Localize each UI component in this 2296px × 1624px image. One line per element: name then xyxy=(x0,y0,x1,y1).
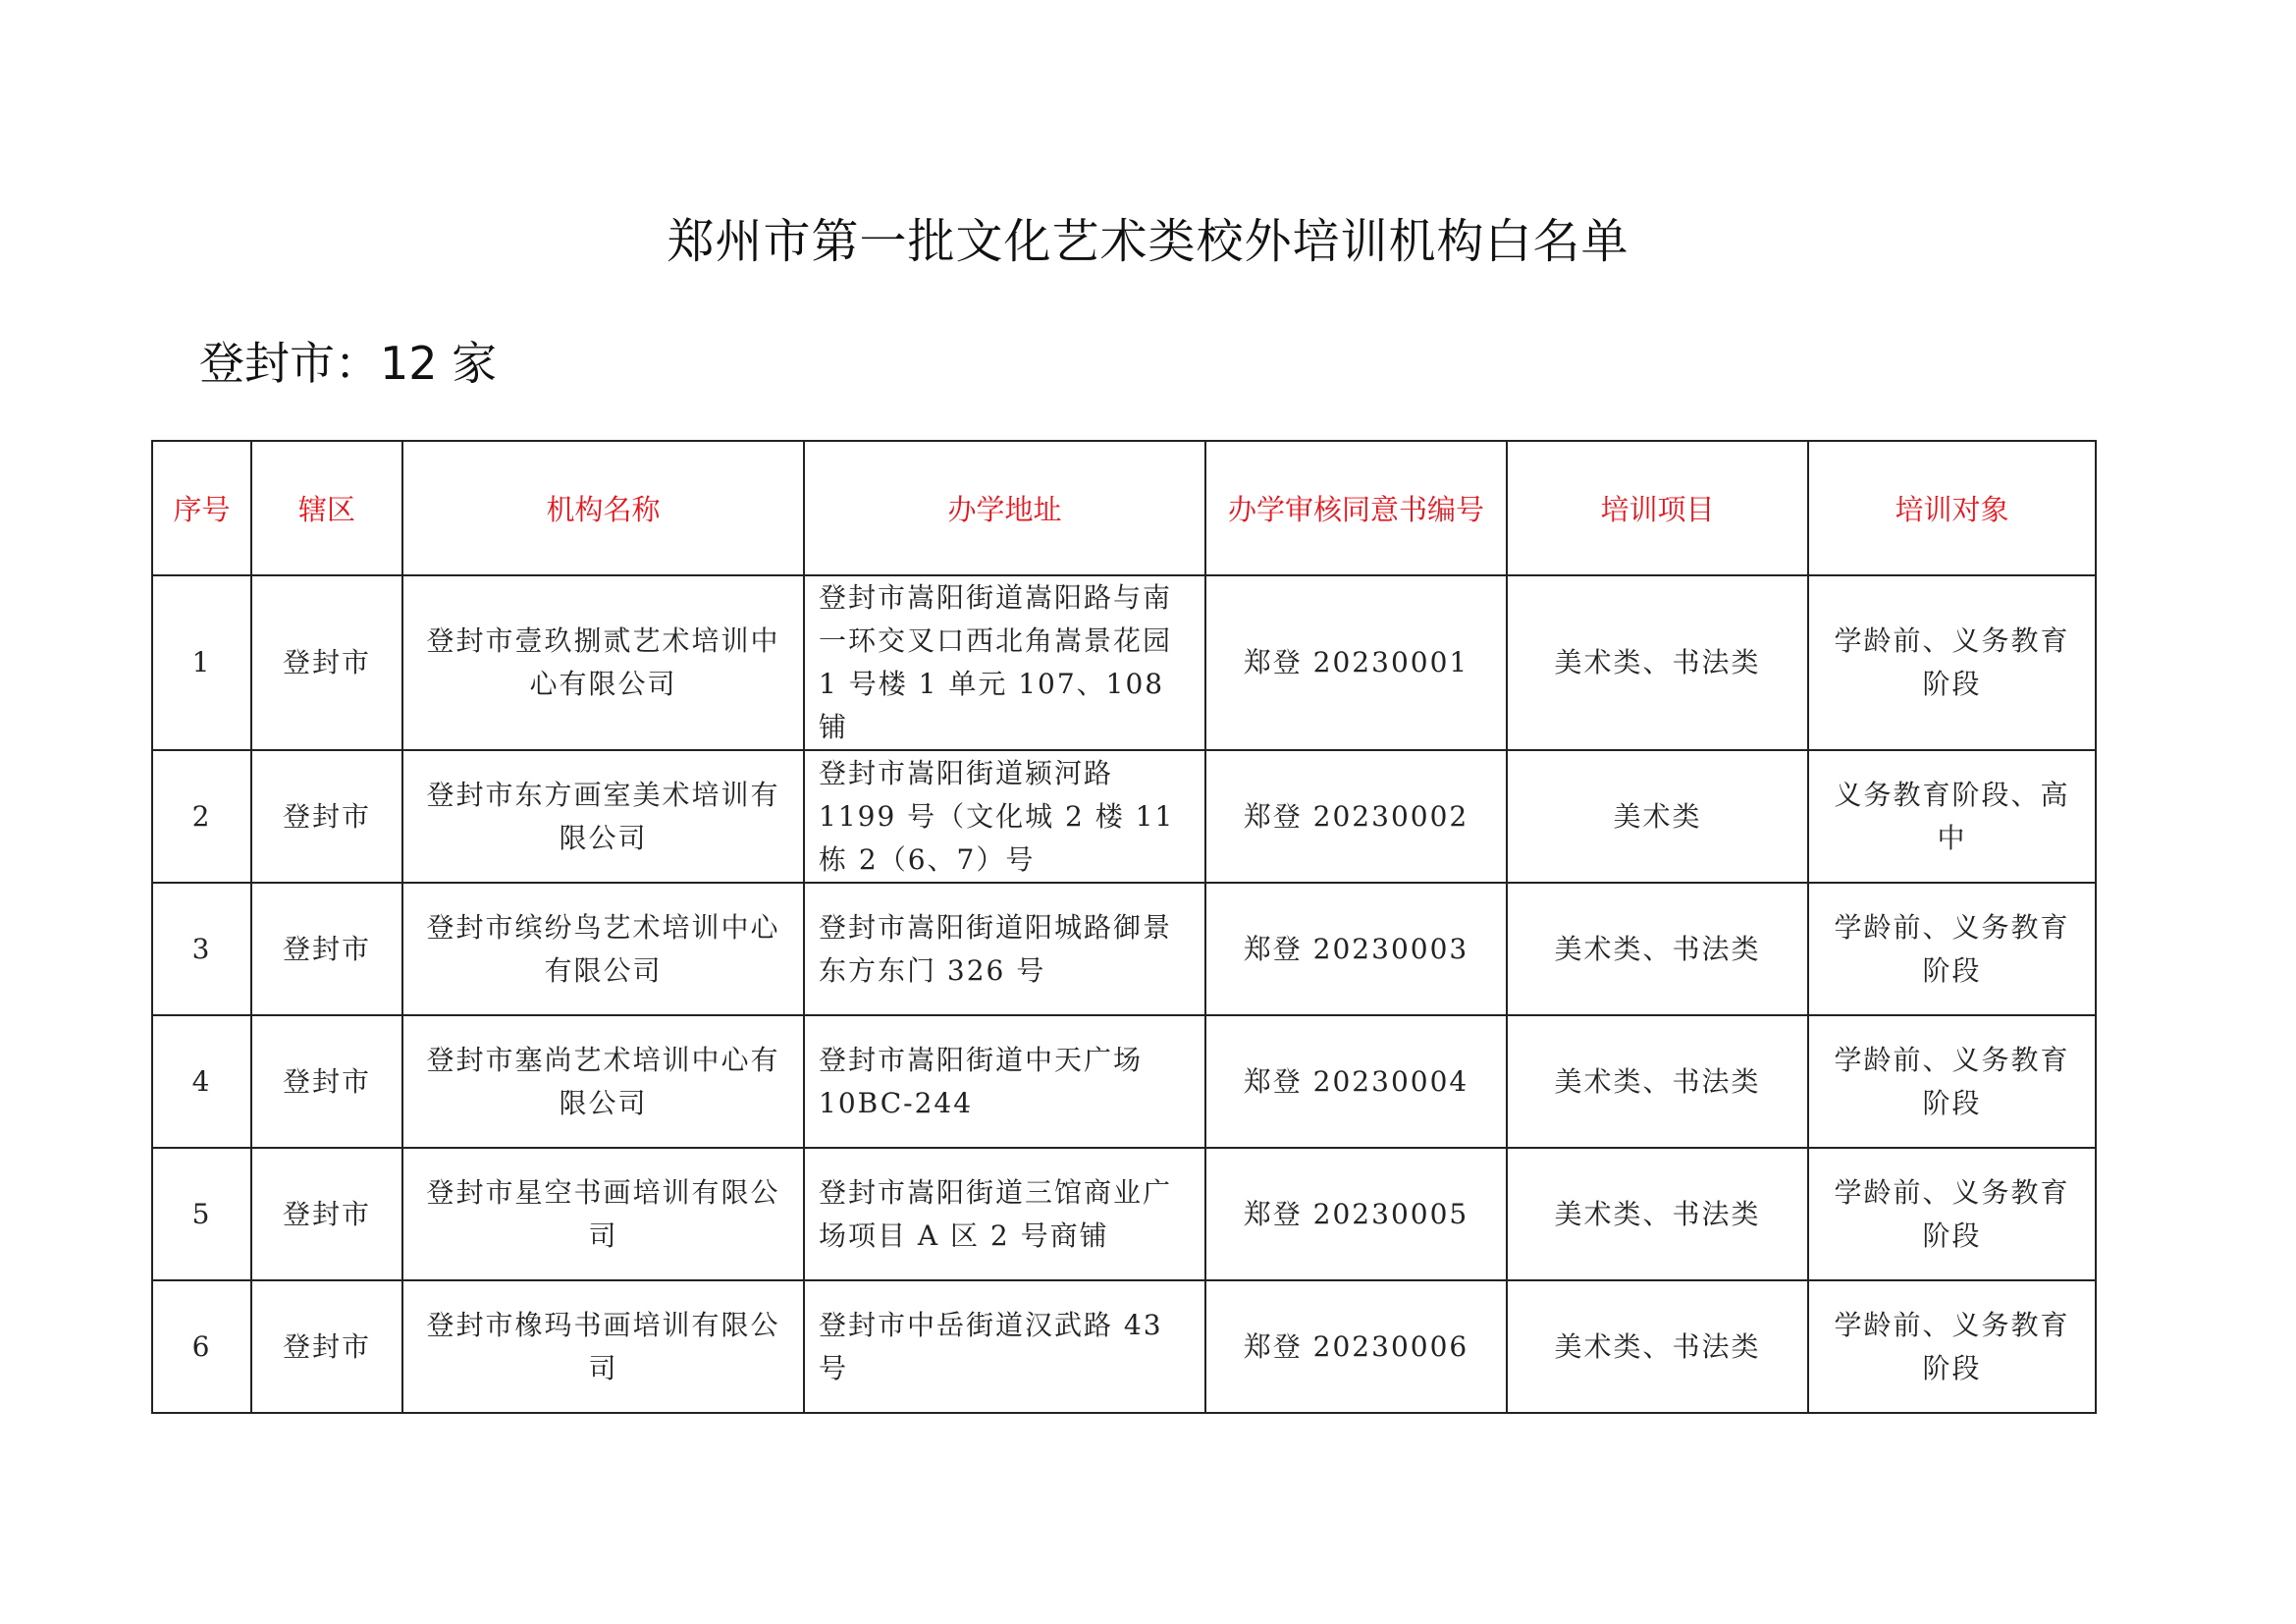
cell-training-program: 美术类、书法类 xyxy=(1507,1280,1808,1413)
cell-institution-name: 登封市东方画室美术培训有限公司 xyxy=(402,750,804,883)
cell-institution-name: 登封市星空书画培训有限公司 xyxy=(402,1148,804,1280)
cell-training-program: 美术类、书法类 xyxy=(1507,1015,1808,1148)
cell-address: 登封市嵩阳街道颍河路 1199 号（文化城 2 楼 11 栋 2（6、7）号 xyxy=(804,750,1205,883)
document-title: 郑州市第一批文化艺术类校外培训机构白名单 xyxy=(667,214,1629,269)
cell-training-program: 美术类、书法类 xyxy=(1507,1148,1808,1280)
cell-training-target: 学龄前、义务教育阶段 xyxy=(1808,1148,2096,1280)
header-address: 办学地址 xyxy=(804,441,1205,575)
cell-district: 登封市 xyxy=(251,575,402,750)
cell-district: 登封市 xyxy=(251,1148,402,1280)
header-institution-name: 机构名称 xyxy=(402,441,804,575)
header-approval-number: 办学审核同意书编号 xyxy=(1205,441,1507,575)
cell-training-target: 学龄前、义务教育阶段 xyxy=(1808,883,2096,1015)
cell-index: 4 xyxy=(152,1015,251,1148)
cell-address: 登封市中岳街道汉武路 43 号 xyxy=(804,1280,1205,1413)
cell-approval-number: 郑登 20230001 xyxy=(1205,575,1507,750)
cell-address: 登封市嵩阳街道三馆商业广场项目 A 区 2 号商铺 xyxy=(804,1148,1205,1280)
cell-approval-number: 郑登 20230005 xyxy=(1205,1148,1507,1280)
cell-training-target: 学龄前、义务教育阶段 xyxy=(1808,1015,2096,1148)
table-header-row xyxy=(152,441,2096,575)
table-row xyxy=(152,1280,2096,1413)
header-training-target: 培训对象 xyxy=(1808,441,2096,575)
cell-institution-name: 登封市缤纷鸟艺术培训中心有限公司 xyxy=(402,883,804,1015)
cell-approval-number: 郑登 20230006 xyxy=(1205,1280,1507,1413)
cell-district: 登封市 xyxy=(251,750,402,883)
cell-institution-name: 登封市塞尚艺术培训中心有限公司 xyxy=(402,1015,804,1148)
cell-address: 登封市嵩阳街道中天广场 10BC-244 xyxy=(804,1015,1205,1148)
table-row xyxy=(152,883,2096,1015)
cell-training-program: 美术类、书法类 xyxy=(1507,575,1808,750)
cell-institution-name: 登封市橡玛书画培训有限公司 xyxy=(402,1280,804,1413)
table-row xyxy=(152,1015,2096,1148)
table-row xyxy=(152,1148,2096,1280)
whitelist-table xyxy=(151,440,2097,1414)
cell-index: 5 xyxy=(152,1148,251,1280)
cell-district: 登封市 xyxy=(251,883,402,1015)
cell-approval-number: 郑登 20230004 xyxy=(1205,1015,1507,1148)
cell-index: 1 xyxy=(152,575,251,750)
district-count-heading: 登封市：12 家 xyxy=(199,337,498,390)
cell-training-program: 美术类、书法类 xyxy=(1507,883,1808,1015)
table-row xyxy=(152,575,2096,750)
cell-district: 登封市 xyxy=(251,1015,402,1148)
header-training-program: 培训项目 xyxy=(1507,441,1808,575)
cell-approval-number: 郑登 20230002 xyxy=(1205,750,1507,883)
header-district: 辖区 xyxy=(251,441,402,575)
cell-address: 登封市嵩阳街道阳城路御景东方东门 326 号 xyxy=(804,883,1205,1015)
cell-index: 6 xyxy=(152,1280,251,1413)
table-row xyxy=(152,750,2096,883)
cell-district: 登封市 xyxy=(251,1280,402,1413)
cell-address: 登封市嵩阳街道嵩阳路与南一环交叉口西北角嵩景花园 1 号楼 1 单元 107、108 铺 xyxy=(804,575,1205,750)
cell-approval-number: 郑登 20230003 xyxy=(1205,883,1507,1015)
cell-index: 2 xyxy=(152,750,251,883)
cell-index: 3 xyxy=(152,883,251,1015)
cell-training-target: 义务教育阶段、高中 xyxy=(1808,750,2096,883)
header-index: 序号 xyxy=(152,441,251,575)
cell-training-target: 学龄前、义务教育阶段 xyxy=(1808,575,2096,750)
cell-training-program: 美术类 xyxy=(1507,750,1808,883)
cell-training-target: 学龄前、义务教育阶段 xyxy=(1808,1280,2096,1413)
cell-institution-name: 登封市壹玖捌贰艺术培训中心有限公司 xyxy=(402,575,804,750)
